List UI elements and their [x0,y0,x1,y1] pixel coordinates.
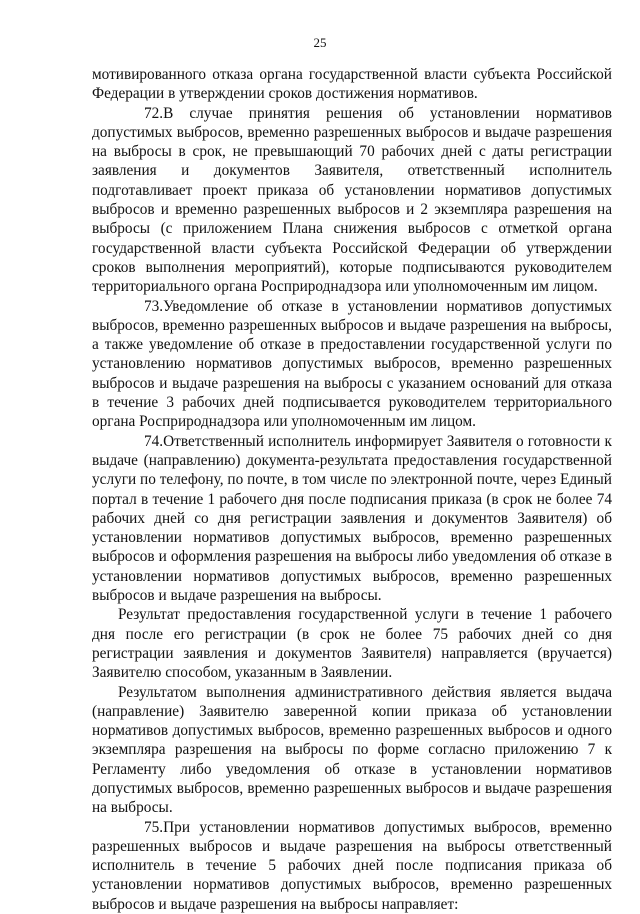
paragraph-text: Результат предоставления государственной услуги в течение 1 рабочего дня после его регистрации (в срок не более 75 рабочих дней со дня регистрации заявления и документов Заявителя) направляется (вручается) Заявителю способом, указанным в Заявлении. [92,606,612,682]
paragraph-number: 74. [144,432,164,450]
paragraph-number: 75. [144,818,164,836]
paragraph-75 [92,818,612,914]
paragraph-number: 72. [144,104,164,122]
paragraph-text: При установлении нормативов допустимых выбросов, временно разрешенных выбросов и выдаче разрешения на выбросы ответственный исполнитель в течение 5 рабочих дней после подписания приказа об установлении нормативов допустимых выбросов, временно разрешенных выбросов и выдаче разрешения на выбросы направляет: [92,818,612,913]
paragraph-72 [92,104,612,297]
paragraph-text: Результатом выполнения административного действия является выдача (направление) Заявителю заверенной копии приказа об установлении нормативов допустимых выбросов, временно разрешенных выбросов и одного экземпляра разрешения на выбросы по форме согласно приложению 7 к Регламенту либо уведомления об отказе в установлении нормативов допустимых выбросов, временно разрешенных выбросов и выдаче разрешения на выбросы. [92,683,612,817]
paragraph-text: мотивированного отказа органа государственной власти субъекта Российской Федерации в утверждении сроков достижения нормативов. [92,66,612,103]
paragraph-text: Уведомление об отказе в установлении нормативов допустимых выбросов, временно разрешенных выбросов и выдаче разрешения на выбросы, а также уведомление об отказе в предоставлении государственной услуги по установлению нормативов допустимых выбросов, временно разрешенных выбросов и выдаче разрешения на выбросы с указанием оснований для отказа в течение 3 рабочих дней подписывается руководителем территориального органа Росприроднадзора или уполномоченным им лицом. [92,297,612,431]
document-body [92,65,612,914]
paragraph-number: 73. [144,297,164,315]
page-number: 25 [313,35,327,50]
paragraph-text: В случае принятия решения об установлении нормативов допустимых выбросов, временно разрешенных выбросов и выдаче разрешения на выбросы в срок, не превышающий 70 рабочих дней с даты регистрации заявления и документов Заявителя, ответственный исполнитель подготавливает проект приказа об установлении нормативов допустимых выбросов и временно разрешенных выбросов и 2 экземпляра разрешения на выбросы (с приложением Плана снижения выбросов с отметкой органа государственной власти субъекта Российской Федерации об утверждении сроков выполнения мероприятий), которые подписываются руководителем территориального органа Росприроднадзора или уполномоченным им лицом. [92,104,612,296]
paragraph-74-result [92,605,612,682]
paragraph-text: Ответственный исполнитель информирует Заявителя о готовности к выдаче (направлению) документа-результата предоставления государственной услуги по телефону, по почте, в том числе по электронной почте, через Единый портал в течение 1 рабочего дня после подписания приказа (в срок не более 74 рабочих дней со дня регистрации заявления и документов Заявителя) об установлении нормативов допустимых выбросов, временно разрешенных выбросов и оформления разрешения на выбросы либо уведомления об отказе в установлении нормативов допустимых выбросов, временно разрешенных выбросов и выдаче разрешения на выбросы. [92,432,612,605]
paragraph-73 [92,297,612,432]
paragraph-74-outcome [92,683,612,818]
paragraph-continuation [92,65,612,104]
paragraph-74 [92,432,612,606]
